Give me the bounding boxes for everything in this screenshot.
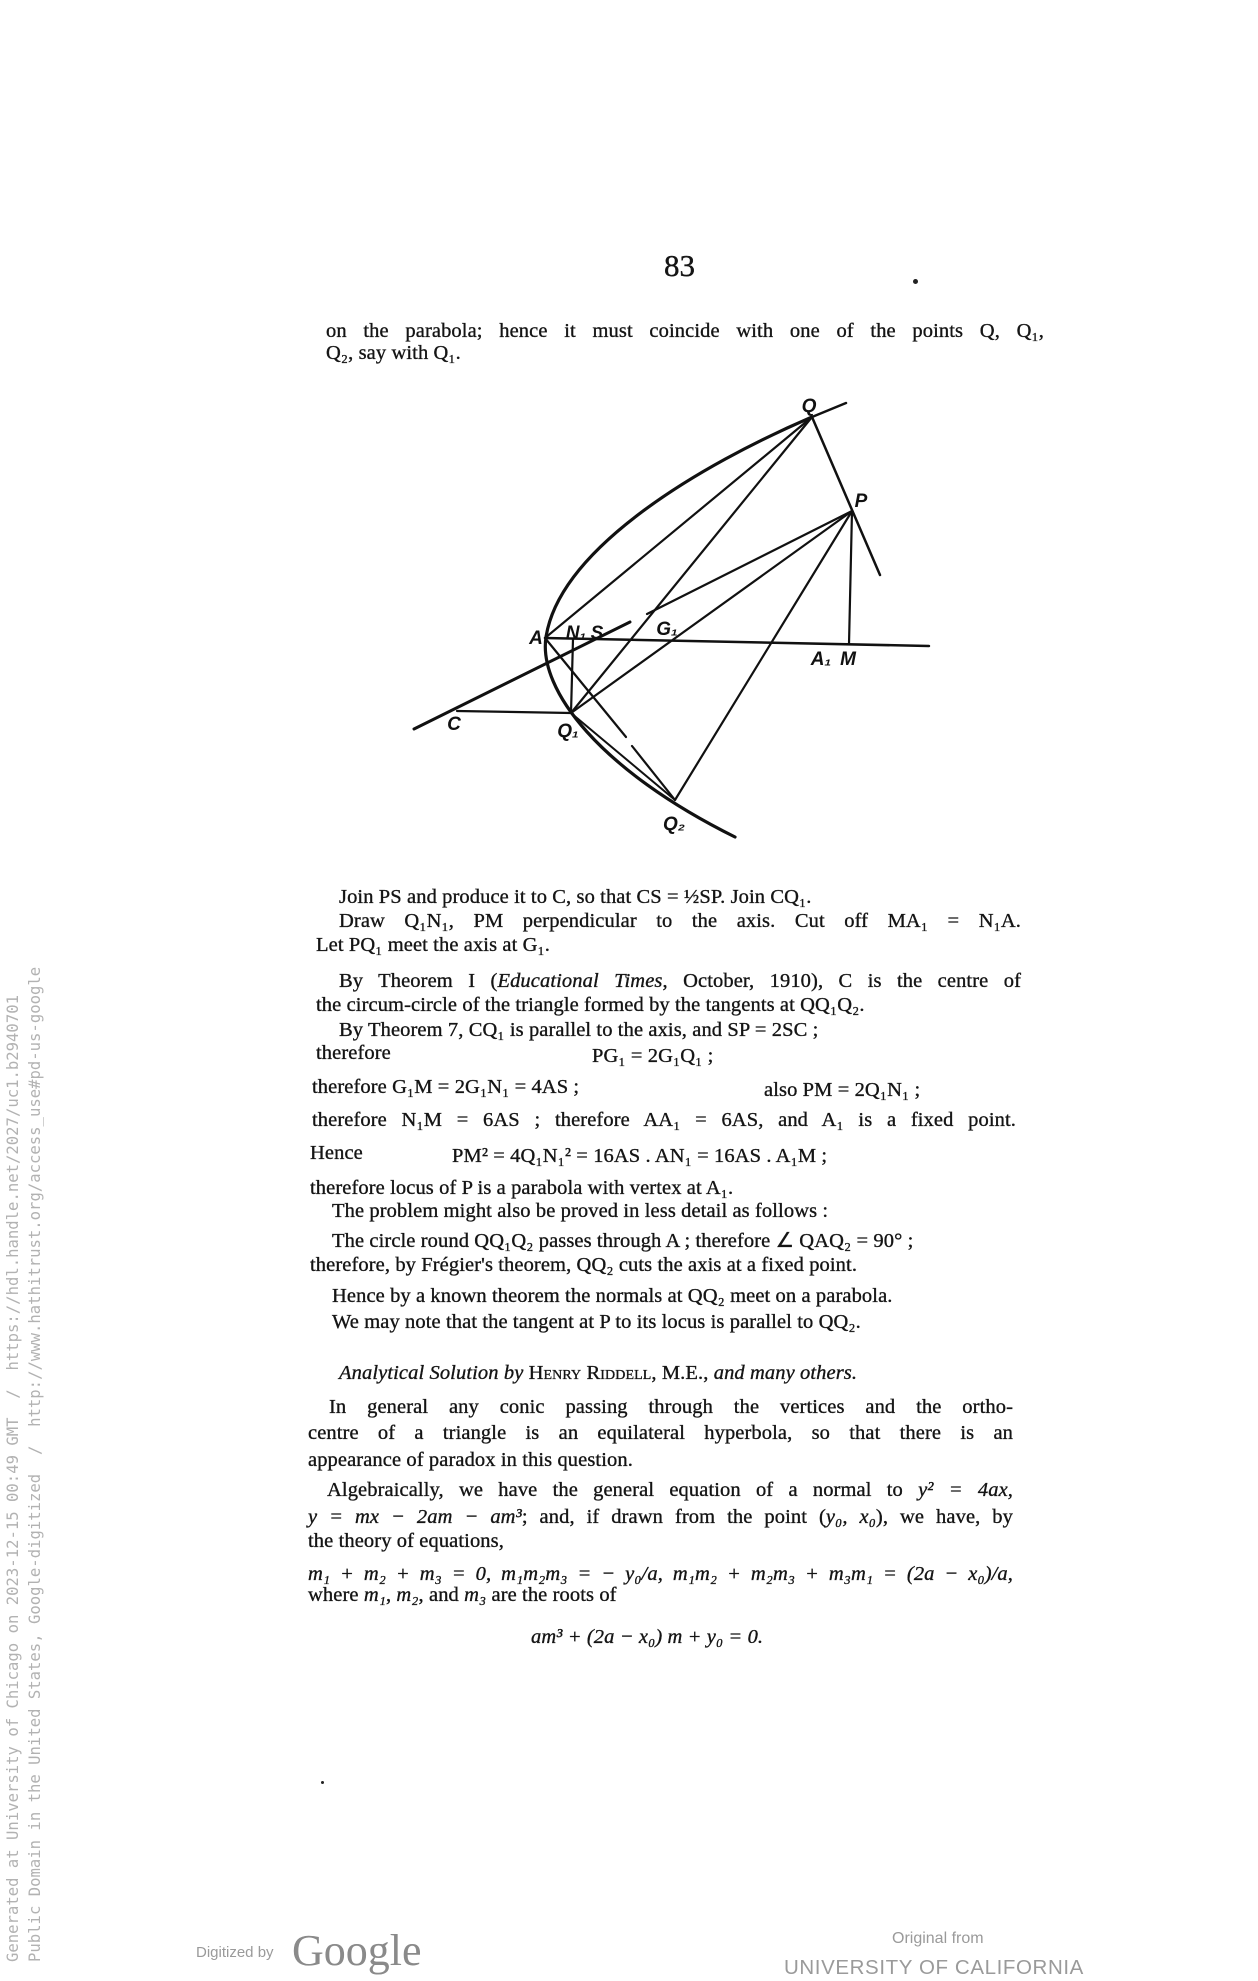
google-logo: Google bbox=[292, 1926, 422, 1975]
math: m₃ bbox=[464, 1584, 487, 1606]
text-line: In general any conic passing through the vertices and the ortho- bbox=[329, 1396, 1013, 1418]
text-line: By Theorem 7, CQ₁ is parallel to the axis, and SP = 2SC ; bbox=[339, 1019, 819, 1041]
watermark-line: Public Domain in the United States, Google-digitized / http://www.hathitrust.org/access_use#pd-us-google bbox=[26, 966, 44, 1962]
intro-line: Q₂, say with Q₁. bbox=[326, 342, 461, 364]
author-name: Henry Riddell bbox=[528, 1362, 652, 1384]
text-segment: ; and, if drawn from the point ( bbox=[521, 1506, 826, 1528]
equation: PG₁ = 2G₁Q₁ ; bbox=[592, 1045, 714, 1067]
text-line: the circum-circle of the triangle formed by the tangents at QQ₁Q₂. bbox=[316, 994, 865, 1016]
text-line: appearance of paradox in this question. bbox=[308, 1449, 633, 1471]
text-line bbox=[339, 969, 1021, 993]
heading-segment: and many others. bbox=[713, 1362, 858, 1384]
text-segment: where bbox=[308, 1584, 364, 1606]
heading-segment: Analytical Solution by bbox=[339, 1362, 529, 1384]
text-line: Hence by a known theorem the normals at QQ₂ meet on a parabola. bbox=[332, 1285, 893, 1307]
math: y² = 4ax, bbox=[918, 1479, 1013, 1501]
math: m₂ bbox=[396, 1584, 419, 1606]
line-cq1 bbox=[457, 711, 571, 713]
text-line bbox=[327, 1478, 1013, 1502]
text-line: therefore locus of P is a parabola with vertex at A₁. bbox=[310, 1177, 734, 1199]
text-segment: , and bbox=[418, 1584, 465, 1606]
equation: am³ + (2a − x₀) m + y₀ = 0. bbox=[531, 1626, 764, 1648]
equation: m₁ + m₂ + m₃ = 0, m₁m₂m₃ = − y₀/a, m₁m₂ + m₂m₃ + m₃m₁ = (2a − x₀)/a, bbox=[308, 1563, 1013, 1585]
label-a1: A₁ bbox=[810, 649, 832, 670]
math: y = mx − 2am − am³ bbox=[308, 1506, 522, 1528]
label-s: S bbox=[590, 623, 604, 644]
label-q2: Q₂ bbox=[662, 814, 686, 835]
text-line: therefore N₁M = 6AS ; therefore AA₁ = 6AS, and A₁ is a fixed point. bbox=[312, 1109, 1016, 1131]
text-segment: , October, 1910), C is the centre of bbox=[662, 970, 1022, 992]
text-line: the theory of equations, bbox=[308, 1530, 504, 1552]
normal-qp bbox=[812, 417, 880, 575]
text-line: therefore bbox=[316, 1042, 391, 1064]
university-label: UNIVERSITY OF CALIFORNIA bbox=[784, 1956, 1084, 1979]
math: m₁ bbox=[363, 1584, 386, 1606]
text-line: We may note that the tangent at P to its locus is parallel to QQ₂. bbox=[332, 1311, 861, 1333]
math: y₀, x₀ bbox=[825, 1506, 876, 1528]
watermark-line: Generated at University of Chicago on 2023-12-15 00:49 GMT / https://hdl.handle.net/2027/uc1.b2940701 bbox=[4, 995, 22, 1962]
text-line: The circle round QQ₁Q₂ passes through A ; therefore ∠ QAQ₂ = 90° ; bbox=[332, 1230, 914, 1252]
digitized-by-label: Digitized by bbox=[196, 1944, 274, 1961]
text-line: therefore, by Frégier's theorem, QQ₂ cuts the axis at a fixed point. bbox=[310, 1254, 858, 1276]
intro-line: on the parabola; hence it must coincide with one of the points Q, Q₁, bbox=[326, 320, 1044, 342]
heading-segment: , M.E., bbox=[651, 1362, 714, 1384]
section-heading bbox=[339, 1361, 857, 1385]
label-p: P bbox=[854, 491, 868, 512]
text-line: The problem might also be proved in less detail as follows : bbox=[332, 1200, 829, 1222]
label-c: C bbox=[447, 714, 461, 735]
tangent-at-q bbox=[812, 403, 846, 417]
text-segment: are the roots of bbox=[486, 1584, 617, 1606]
text-line: Draw Q₁N₁, PM perpendicular to the axis. Cut off MA₁ = N₁A. bbox=[339, 910, 1021, 932]
label-n1: N₁ bbox=[565, 623, 587, 644]
text-line bbox=[308, 1505, 1013, 1529]
label-g1: G₁ bbox=[656, 619, 678, 640]
text-line: Hence bbox=[310, 1142, 363, 1164]
text-segment: Algebraically, we have the general equation of a normal to bbox=[327, 1479, 919, 1501]
line-aq bbox=[545, 417, 812, 638]
label-a: A bbox=[529, 628, 543, 649]
label-m: M bbox=[840, 649, 856, 670]
equation: PM² = 4Q₁N₁² = 16AS . AN₁ = 16AS . A₁M ; bbox=[452, 1145, 828, 1167]
original-from-label: Original from bbox=[892, 1930, 984, 1947]
text-line: centre of a triangle is an equilateral hyperbola, so that there is an bbox=[308, 1422, 1013, 1444]
line-pm bbox=[849, 511, 852, 644]
text-line: Join PS and produce it to C, so that CS = ½SP. Join CQ₁. bbox=[339, 886, 812, 908]
text-segment: , bbox=[385, 1584, 397, 1606]
text-line bbox=[308, 1583, 617, 1607]
hathitrust-watermark bbox=[2, 967, 46, 1962]
journal-title: Educational Times bbox=[497, 970, 663, 992]
equation: also PM = 2Q₁N₁ ; bbox=[764, 1079, 921, 1101]
label-q: Q bbox=[801, 396, 817, 417]
text-line: Let PQ₁ meet the axis at G₁. bbox=[316, 934, 550, 956]
text-segment: ), we have, by bbox=[875, 1506, 1014, 1528]
text-segment: By Theorem I ( bbox=[339, 970, 498, 992]
chord-q1q2 bbox=[571, 713, 675, 800]
line-aq2 bbox=[632, 746, 675, 800]
text-line: therefore G₁M = 2G₁N₁ = 4AS ; bbox=[312, 1076, 580, 1098]
label-q1: Q₁ bbox=[557, 721, 579, 742]
page-number: 83 bbox=[664, 248, 695, 283]
